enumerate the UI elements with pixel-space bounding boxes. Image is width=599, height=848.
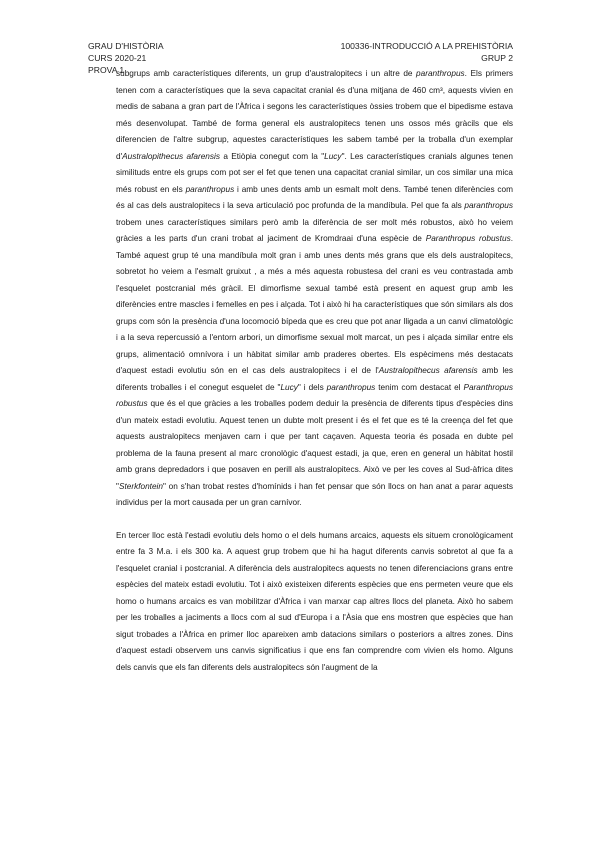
text-run: En tercer lloc està l'estadi evolutiu dels homo o el dels humans arcaics, aquests els situem cronològicament entre fa 3 M.a. i els 300 ka. A aquest grup trobem que hi ha hagut diferents canvis sobretot al que fa a l'esquelet cranial i postcranial. A diferència dels australopitecs aquests no tenen diferenciacions grans entre espècies del mateix estadi evolutiu. Tot i això existeixen diferents espècies que ens permeten veure que els homo o humans arcaics es van mobilitzar d'Àfrica i van marxar cap altres llocs del planeta. Això ho sabem per les troballes a jaciments a llocs com al sud d'Europa i a l'Àsia que ens mostren que espècies que han sigut trobades a l'Àfrica en primer lloc apareixen amb datacions similars o posteriors a altres zones. Dins d'aquest estadi observem uns canvis significatius i que ens fan comprendre com vivien els homo. Alguns dels canvis que els fan diferents dels australopitecs són l'augment de la	[116, 530, 513, 672]
text-run: " on s'han trobat restes d'homínids i han fet pensar que són llocs on han anat a parar aquests individus per la mort causada per un gran carnívor.	[116, 481, 513, 507]
text-run: que és el que gràcies a les troballes podem deduir la presència de diferents tipus d'espècies dins d'un mateix estadi evolutiu. Aquest tenen un dubte molt present i és el fet que es té la creença del fet que aquests australopitecs menjaven carn i que per tant caçaven. Aquesta teoria és posada en dubte pel problema de la fauna present al marc cronològic d'aquest estadi, ja que, eren en general un hàbitat hostil amb grans depredadors i que posaven en perill als australopitecs. Això ve per les coves al Sud-àfrica dites "	[116, 399, 513, 491]
header-subject: 100336-INTRODUCCIÓ A LA PREHISTÒRIA	[340, 41, 513, 51]
body-text	[116, 66, 513, 676]
text-run: amb les diferents troballes i el conegut esquelet de "	[116, 366, 513, 392]
text-run: . Els primers tenen com a característiques que la seva capacitat cranial és d'una mitjana de 460 cm³, aquests vivien en medis de sabana a gran part de l'Àfrica i segons les característiques òssies trobem que el bipedisme estava més desenvolupat. També de forma general els australopitecs tenen uns ossos més gràcils que els diferencien de l'altre subgrup, aquestes característiques les sabem també per la troballa d'un exemplar d'	[116, 69, 513, 161]
italic-term: Australopithecus afarensis	[122, 151, 220, 161]
header-right	[341, 40, 513, 64]
text-run: trobem unes característiques similars però amb la diferència de ser molt més robustos, això ho veiem gràcies a les parts d'un crani trobat al jaciment de Kromdraai d'una espècie de	[116, 217, 513, 243]
text-run: tenim com destacat el	[375, 382, 464, 392]
text-run: . També aquest grup té una mandíbula molt gran i amb unes dents més grans que els dels australopitecs, sobretot ho veiem a l'esmalt gruixut , a més a més aquesta robustesa del crani es veu contrastada amb l'esquelet postcranial més gràcil. El dimorfisme sexual també està present en aquest grup amb les diferències entre mascles i femelles en pes i alçada. Tot i això hi ha característiques que són similars als dos grups com són la presència d'una locomoció bípeda que es creu que pot anar lligada a un canvi climatològic i a la seva repercussió a l'entorn arbori, un dimorfisme sexual molt marcat, un pes i alçada similar entre els grups, alimentació omnívora i un hàbitat similar amb praderes obertes. Els espècimens més destacats d'aquest estadi evolutiu són en el cas dels australopitecs i el de l'	[116, 234, 513, 375]
italic-term: Sterkfontein	[118, 481, 163, 491]
header-exam: PROVA 1	[88, 65, 125, 75]
italic-term: paranthropus	[185, 184, 235, 194]
italic-term: paranthropus	[464, 201, 513, 210]
header-course: CURS 2020-21	[88, 53, 147, 63]
italic-term: Australopithecus afarensis	[378, 366, 478, 375]
text-run: a Etiòpia conegut com la "	[219, 151, 325, 161]
header-group: GRUP 2	[481, 53, 513, 63]
text-run: subgrups amb característiques diferents, un grup d'australopitecs i un altre de	[116, 69, 417, 78]
text-run: " i dels	[297, 382, 327, 392]
italic-term: Lucy	[280, 382, 298, 392]
text-run: i amb unes dents amb un esmalt molt dens. També tenen diferències com és al cas dels australopitecs i la seva articulació poc profunda de la mandíbula. Pel que fa als	[116, 184, 513, 210]
body-paragraph	[116, 528, 513, 677]
italic-term: paranthropus	[326, 382, 376, 392]
italic-term: paranthropus	[416, 69, 465, 78]
italic-term: Paranthropus robustus	[116, 382, 514, 408]
text-run: ". Les característiques cranials algunes tenen similituds entre els grups com pot ser el fet que tenen una capacitat cranial similar, un cos similar una mica més robust en els	[116, 151, 513, 194]
header-degree: GRAU D'HISTÒRIA	[88, 41, 164, 51]
italic-term: Lucy	[324, 151, 342, 161]
body-paragraph	[116, 66, 513, 512]
italic-term: Paranthropus robustus	[425, 234, 511, 243]
